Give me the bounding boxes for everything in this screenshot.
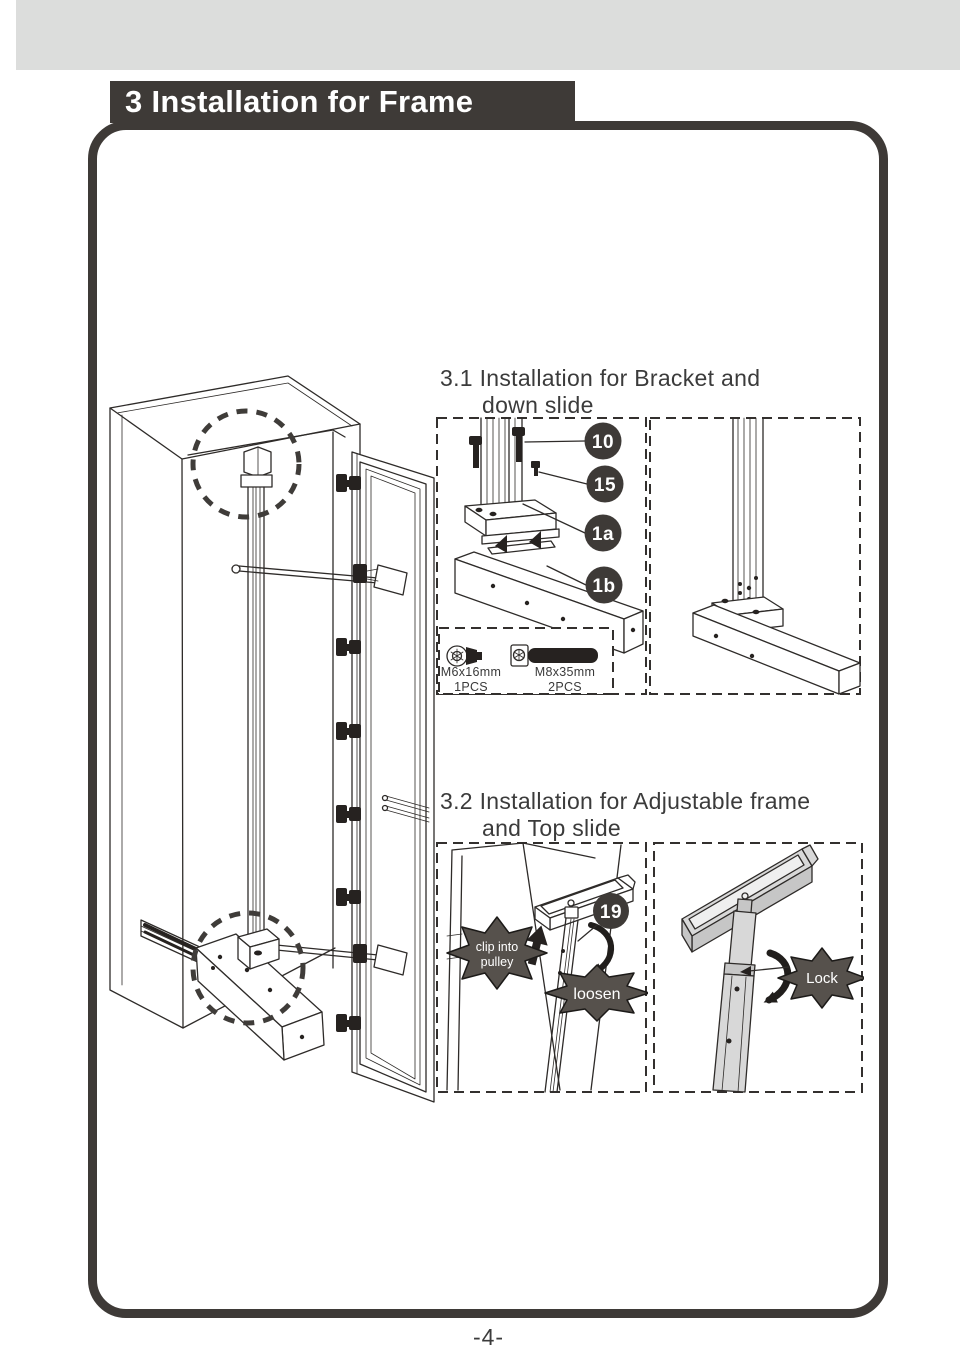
hardware-item2-qty: 2PCS <box>548 680 582 694</box>
door-hinge-icon <box>336 474 361 492</box>
panel-3-1-exploded <box>435 416 648 696</box>
m8-screw-icon <box>511 645 598 666</box>
section-3-2-title <box>440 788 810 842</box>
section-header <box>110 81 575 123</box>
panel-3-1-assembled <box>648 416 862 696</box>
cabinet-illustration <box>95 368 475 1138</box>
hardware-item2-name: M8x35mm <box>534 665 596 679</box>
section-3-2-title-line1: 3.2 Installation for Adjustable frame <box>440 788 811 814</box>
section-3-1-title-line1: 3.1 Installation for Bracket and <box>440 365 761 391</box>
down-slide-base <box>196 929 324 1060</box>
callout-19-label: 19 <box>599 902 623 923</box>
panel-3-2-lock <box>652 841 864 1094</box>
loosen-burst <box>545 965 648 1021</box>
door-hinge-icon <box>336 888 361 906</box>
callout-1a-badge <box>585 515 622 552</box>
cabinet-door <box>352 452 434 1102</box>
vertical-frame-pole <box>241 447 272 938</box>
hardware-legend <box>439 628 613 694</box>
callout-19-badge <box>593 893 629 929</box>
door-hinge-icon <box>336 638 361 656</box>
panel-3-2-adjust <box>435 841 648 1094</box>
lock-burst <box>778 948 864 1008</box>
page-number: -4- <box>472 1324 505 1350</box>
section-3-2-title-line2: and Top slide <box>482 815 622 841</box>
clip-label-line1: clip into <box>475 940 519 954</box>
door-hinge-icon <box>336 1014 361 1032</box>
hardware-item1-name: M6x16mm <box>440 665 502 679</box>
callout-1b-label: 1b <box>592 576 616 597</box>
page-title: 3 Installation for Frame <box>125 84 474 119</box>
lock-label: Lock <box>806 970 838 987</box>
section-3-1-title <box>440 365 760 419</box>
door-hinge-icon <box>336 805 361 823</box>
cabinet-body <box>110 376 360 1028</box>
callout-10-label: 10 <box>591 432 615 453</box>
door-hinge-icon <box>336 722 361 740</box>
hardware-item1-qty: 1PCS <box>454 680 488 694</box>
loosen-label: loosen <box>573 986 621 1003</box>
callout-15-badge <box>587 466 624 503</box>
clip-label-line2: pulley <box>480 955 514 969</box>
callout-1a-label: 1a <box>591 524 615 545</box>
callout-15-label: 15 <box>593 475 617 496</box>
callout-1b-badge <box>586 567 623 604</box>
top-banner <box>16 0 960 70</box>
section-3-1-title-line2: down slide <box>482 392 594 418</box>
clip-into-pulley-burst <box>447 917 547 989</box>
callout-10-badge <box>585 423 622 460</box>
